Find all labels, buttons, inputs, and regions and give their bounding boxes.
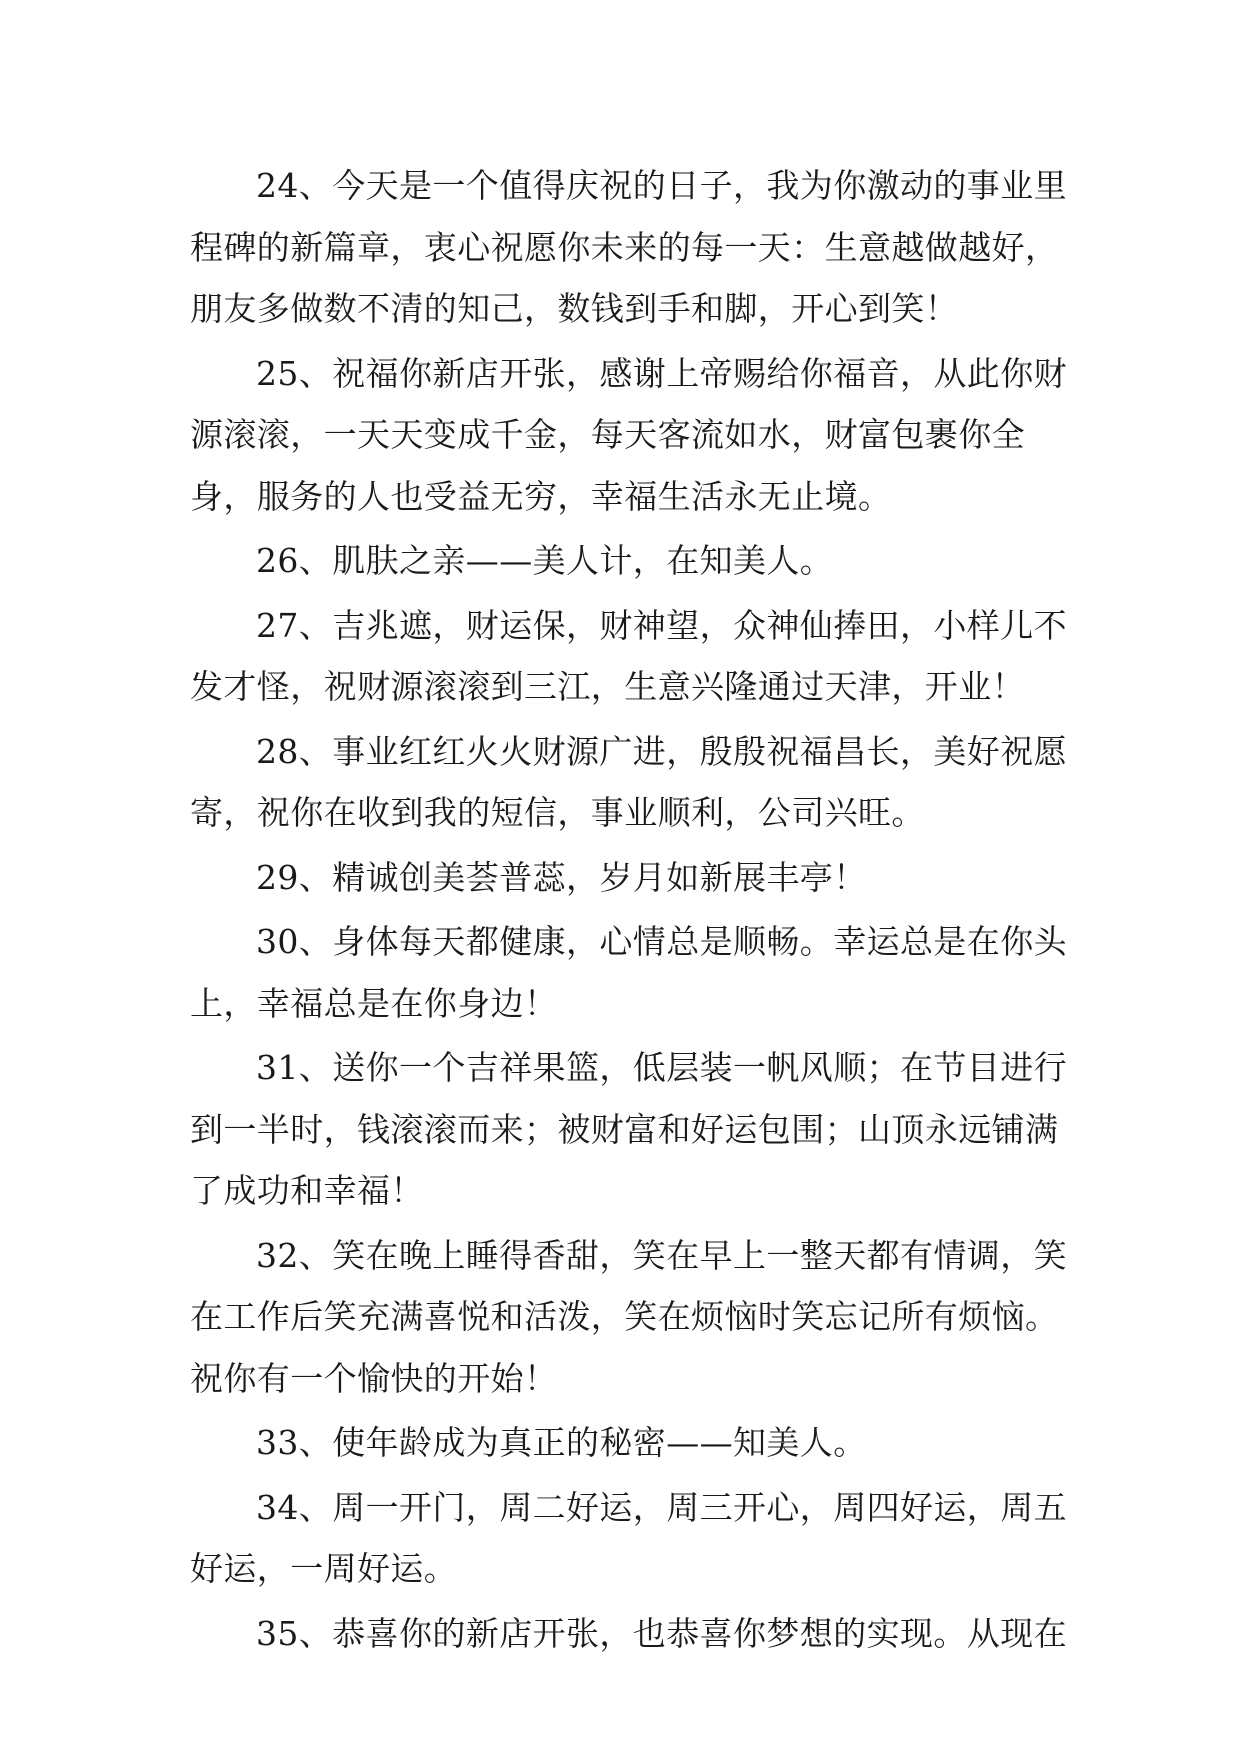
document-body — [190, 155, 1070, 1667]
paragraph-35: 35、恭喜你的新店开张，也恭喜你梦想的实现。从现在 — [256, 1613, 1067, 1653]
paragraph-27: 27、吉兆遮，财运保，财神望，众神仙捧田，小样儿不发才怪，祝财源滚滚到三江，生意兴隆通过天津，开业！ — [190, 605, 1067, 706]
paragraph-25: 25、祝福你新店开张，感谢上帝赐给你福音，从此你财源滚滚，一天天变成千金，每天客流如水，财富包裹你全身，服务的人也受益无穷，幸福生活永无止境。 — [190, 353, 1067, 516]
paragraph-28: 28、事业红红火火财源广进，殷殷祝福昌长，美好祝愿寄，祝你在收到我的短信，事业顺利，公司兴旺。 — [190, 731, 1067, 832]
paragraph-30: 30、身体每天都健康，心情总是顺畅。幸运总是在你头上，幸福总是在你身边！ — [190, 922, 1067, 1023]
paragraph-34: 34、周一开门，周二好运，周三开心，周四好运，周五好运，一周好运。 — [190, 1487, 1067, 1588]
paragraph-29: 29、精诚创美荟普蕊，岁月如新展丰亭！ — [256, 857, 867, 897]
paragraph-26: 26、肌肤之亲——美人计，在知美人。 — [256, 541, 834, 580]
paragraph-32: 32、笑在晚上睡得香甜，笑在早上一整天都有情调，笑在工作后笑充满喜悦和活泼，笑在烦恼时笑忘记所有烦恼。祝你有一个愉快的开始！ — [190, 1235, 1067, 1398]
paragraph-24: 24、今天是一个值得庆祝的日子，我为你激动的事业里程碑的新篇章，衷心祝愿你未来的每一天：生意越做越好，朋友多做数不清的知己，数钱到手和脚，开心到笑！ — [190, 166, 1067, 328]
paragraph-31: 31、送你一个吉祥果篮，低层装一帆风顺；在节目进行到一半时，钱滚滚而来；被财富和好运包围；山顶永远铺满了成功和幸福！ — [190, 1048, 1067, 1210]
paragraph-33: 33、使年龄成为真正的秘密——知美人。 — [256, 1423, 867, 1462]
